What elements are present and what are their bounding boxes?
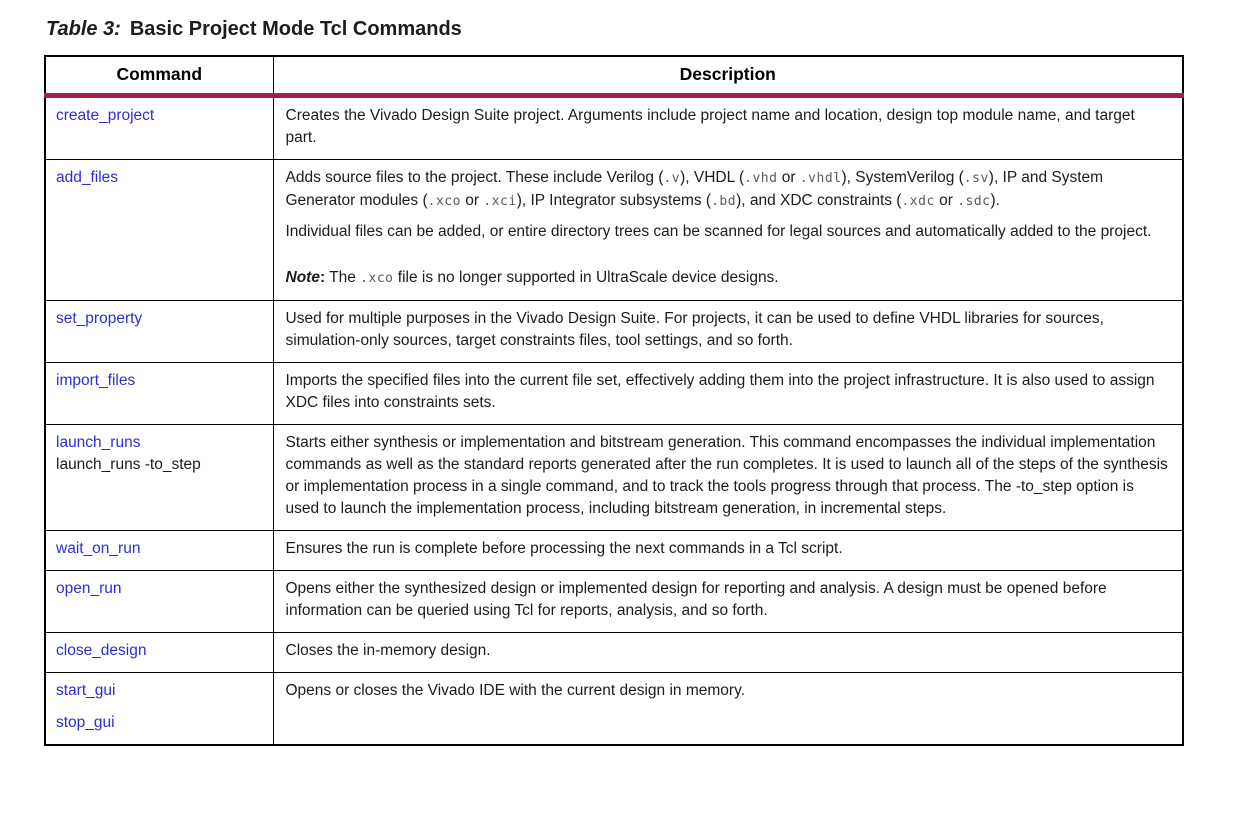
text-segment: Ensures the run is complete before processing the next commands in a Tcl script. <box>285 540 843 557</box>
inline-code: .sdc <box>957 194 991 209</box>
command-cell <box>45 363 273 425</box>
command-line <box>56 578 267 600</box>
inline-code: .v <box>663 171 681 186</box>
command-line <box>56 640 267 662</box>
description-cell <box>273 301 1183 363</box>
text-segment: ). <box>990 192 1000 209</box>
description-cell <box>273 633 1183 673</box>
text-segment: or <box>934 192 958 209</box>
command-link[interactable]: stop_gui <box>56 714 115 731</box>
table-row <box>45 96 1183 160</box>
command-line <box>56 538 267 560</box>
table-row <box>45 160 1183 301</box>
description-paragraph <box>286 578 1171 622</box>
table-row <box>45 425 1183 531</box>
command-cell <box>45 96 273 160</box>
inline-code: .xco <box>360 271 394 286</box>
description-paragraph <box>286 432 1171 520</box>
description-cell <box>273 571 1183 633</box>
text-segment: Individual files can be added, or entire directory trees can be scanned for legal sources and automatically added to the project. <box>285 223 1152 240</box>
description-paragraph <box>286 308 1171 352</box>
command-text: launch_runs -to_step <box>56 456 201 473</box>
table-row <box>45 571 1183 633</box>
column-header-description: Description <box>273 56 1183 96</box>
text-segment: Starts either synthesis or implementation and bitstream generation. This command encompasses the individual implementation commands as well as the standard reports generated after the run completes. It is used to launch all of the steps of the synthesis or implementation process in a single command, and to track the tools progress through that process. The -to_step option is used to launch the implementation process, including bitstream generation, in incremental steps. <box>285 434 1168 517</box>
description-paragraph <box>286 370 1171 414</box>
text-segment: The <box>325 269 361 286</box>
table-caption <box>46 16 1190 42</box>
command-link[interactable]: add_files <box>56 169 119 186</box>
text-segment: ), VHDL ( <box>680 169 745 186</box>
text-segment: ), IP Integrator subsystems ( <box>516 192 712 209</box>
table-caption-text: Basic Project Mode Tcl Commands <box>129 18 462 40</box>
description-paragraph <box>286 538 1171 560</box>
description-paragraph <box>286 640 1171 662</box>
command-link[interactable]: open_run <box>56 580 122 597</box>
text-segment: ), and XDC constraints ( <box>736 192 902 209</box>
command-line <box>56 167 267 189</box>
text-segment: Imports the specified files into the current file set, effectively adding them into the project infrastructure. It is also used to assign XDC files into constraints sets. <box>285 372 1155 411</box>
text-segment: or <box>777 169 800 186</box>
text-segment: file is no longer supported in UltraScale device designs. <box>393 269 779 286</box>
description-paragraph <box>286 105 1171 149</box>
description-paragraph <box>286 167 1171 213</box>
command-link[interactable]: import_files <box>56 372 136 389</box>
description-cell <box>273 363 1183 425</box>
inline-code: .bd <box>711 194 737 209</box>
table-row <box>45 673 1183 746</box>
command-cell <box>45 633 273 673</box>
header-row <box>45 56 1183 96</box>
description-cell <box>273 531 1183 571</box>
inline-code: .vhd <box>744 171 778 186</box>
command-line <box>56 308 267 330</box>
command-line <box>56 432 267 454</box>
command-line <box>56 712 267 734</box>
description-cell <box>273 96 1183 160</box>
description-paragraph <box>286 680 1171 702</box>
column-header-command: Command <box>45 56 273 96</box>
text-segment: ), IP and System Generator modules ( <box>285 169 1104 209</box>
table-caption-prefix: Table 3: <box>46 18 121 40</box>
table-row <box>45 633 1183 673</box>
text-segment: Adds source files to the project. These include Verilog ( <box>285 169 664 186</box>
table-row <box>45 531 1183 571</box>
command-cell <box>45 673 273 746</box>
text-segment: Closes the in-memory design. <box>285 642 491 659</box>
command-line <box>56 680 267 702</box>
command-cell <box>45 301 273 363</box>
command-cell <box>45 531 273 571</box>
command-line <box>56 370 267 392</box>
command-line <box>56 454 267 476</box>
text-segment: Used for multiple purposes in the Vivado Design Suite. For projects, it can be used to define VHDL libraries for sources, simulation-only sources, target constraints files, tool settings, and so forth. <box>285 310 1104 349</box>
command-cell <box>45 160 273 301</box>
tcl-commands-table <box>44 55 1184 746</box>
command-link[interactable]: create_project <box>56 107 155 124</box>
command-cell <box>45 571 273 633</box>
command-link[interactable]: wait_on_run <box>56 540 141 557</box>
text-segment: : <box>319 269 326 286</box>
text-segment: or <box>460 192 484 209</box>
inline-code: .sv <box>963 171 989 186</box>
description-paragraph <box>286 221 1171 243</box>
inline-code: .vhdl <box>799 171 842 186</box>
description-cell <box>273 160 1183 301</box>
command-link[interactable]: close_design <box>56 642 147 659</box>
description-cell <box>273 673 1183 746</box>
inline-code: .xdc <box>901 194 935 209</box>
inline-code: .xco <box>427 194 461 209</box>
command-link[interactable]: launch_runs <box>56 434 141 451</box>
description-paragraph <box>286 267 1171 290</box>
command-link[interactable]: set_property <box>56 310 143 327</box>
description-cell <box>273 425 1183 531</box>
table-row <box>45 363 1183 425</box>
table-row <box>45 301 1183 363</box>
text-segment: Opens or closes the Vivado IDE with the current design in memory. <box>285 682 745 699</box>
text-segment: Opens either the synthesized design or implemented design for reporting and analysis. A design must be opened before information can be queried using Tcl for reports, analysis, and so forth. <box>285 580 1107 619</box>
text-segment: Creates the Vivado Design Suite project. Arguments include project name and location, design top module name, and target part. <box>285 107 1135 146</box>
text-segment: ), SystemVerilog ( <box>841 169 964 186</box>
command-link[interactable]: start_gui <box>56 682 116 699</box>
text-segment: Note <box>285 269 320 286</box>
command-cell <box>45 425 273 531</box>
inline-code: .xci <box>483 194 517 209</box>
command-line <box>56 105 267 127</box>
